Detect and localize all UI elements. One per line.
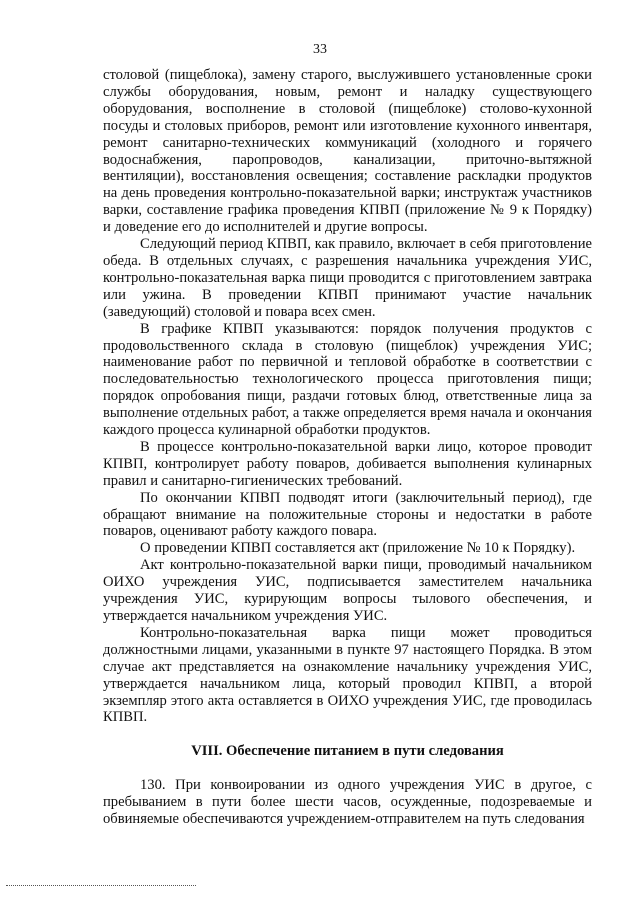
paragraph-act-approval: Акт контрольно-показательной варки пищи, проводимый начальником ОИХО учреждения УИС, подписывается заместителем начальника учреждения УИС, курирующим вопросы тылового обеспечения, и утверждается начальником учреждения УИС.	[103, 557, 592, 624]
page-number: 33	[313, 42, 327, 57]
paragraph-officials: Контрольно-показательная варка пищи может проводиться должностными лицами, указанными в пункте 97 настоящего Порядка. В этом случае акт представляется на ознакомление начальнику учреждения УИС, утверждается начальником лица, который проводил КПВП, а второй экземпляр этого акта оставляется в ОИХО учреждения УИС, где проводилась КПВП.	[103, 624, 592, 726]
paragraph-next-period: Следующий период КПВП, как правило, включает в себя приготовление обеда. В отдельных случаях, с разрешения начальника учреждения УИС, контрольно-показательная варка пищи проводится с приготовлением завтрака или ужина. В проведении КПВП принимают участие начальник (заведующий) столовой и повара всех смен.	[103, 236, 592, 320]
paragraph-schedule: В графике КПВП указываются: порядок получения продуктов с продовольственного склада в столовую (пищеблок) учреждения УИС; наименование работ по первичной и тепловой обработке в соответствии с последовательностью технологического процесса приготовления пищи; порядок опробования пищи, раздачи готовых блюд, ответственные лица за выполнение отдельных работ, а также определяется время начала и окончания каждого процесса кулинарной обработки продуктов.	[103, 320, 592, 439]
paragraph-summary: По окончании КПВП подводят итоги (заключительный период), где обращают внимание на положительные стороны и недостатки в работе поваров, оценивают работу каждого повара.	[103, 489, 592, 540]
body-text	[103, 67, 592, 828]
paragraph-continuation: столовой (пищеблока), замену старого, выслужившего установленные сроки службы оборудования, новым, ремонт и наладку существующего оборудования, восполнение в столовой (пищеблоке) столово-кухонной посуды и столовых приборов, ремонт или изготовление кухонного инвентаря, ремонт санитарно-технических коммуникаций (холодного и горячего водоснабжения, паропроводов, канализации, приточно-вытяжной вентиляции), восстановления освещения; составление раскладки продуктов на день проведения контрольно-показательной варки; инструктаж участников варки, составление графика проведения КПВП (приложение № 9 к Порядку) и доведение его до исполнителей и другие вопросы.	[103, 67, 592, 236]
paragraph-control: В процессе контрольно-показательной варки лицо, которое проводит КПВП, контролирует работу поваров, добивается выполнения кулинарных правил и санитарно-гигиенических требований.	[103, 438, 592, 489]
paragraph-act: О проведении КПВП составляется акт (приложение № 10 к Порядку).	[140, 540, 576, 557]
section-heading: VIII. Обеспечение питанием в пути следования	[191, 743, 504, 760]
paragraph-130: 130. При конвоировании из одного учреждения УИС в другое, с пребыванием в пути более шести часов, осужденные, подозреваемые и обвиняемые обеспечиваются учреждением-отправителем на путь следования	[103, 777, 592, 828]
footer-divider	[6, 885, 196, 886]
